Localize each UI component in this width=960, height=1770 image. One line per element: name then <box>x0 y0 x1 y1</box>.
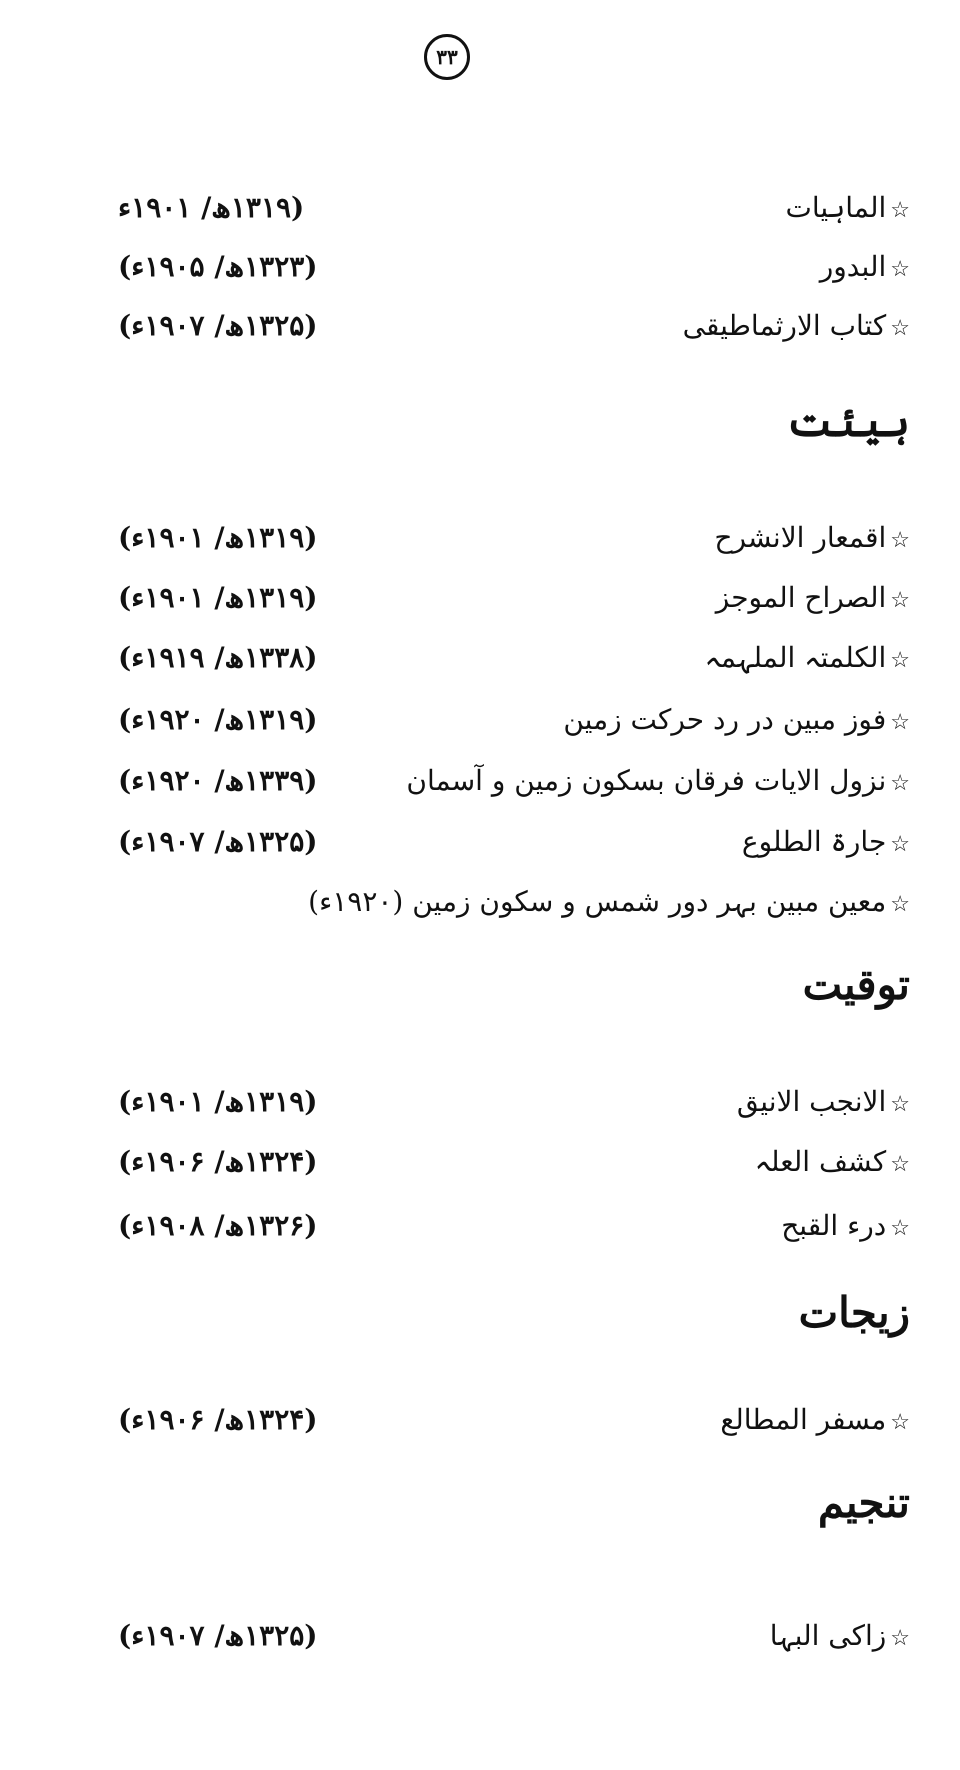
section-heading: توقیت <box>802 960 910 1009</box>
section-heading: زیجات <box>798 1288 910 1337</box>
list-item <box>0 628 960 688</box>
list-item <box>0 812 960 872</box>
entry-title: ☆زاکی البہا <box>769 1619 910 1652</box>
entry-date: (۱۳۲۴ھ/ ۱۹۰۶ء) <box>118 1145 318 1178</box>
star-icon: ☆ <box>890 1626 910 1651</box>
entry-date: (۱۳۲۵ھ/ ۱۹۰۷ء) <box>118 309 318 342</box>
list-item <box>0 1196 960 1256</box>
entry-title: ☆الماہیات <box>785 191 910 224</box>
entry-date: (۱۳۱۹ھ/ ۱۹۲۰ء) <box>118 703 318 736</box>
star-icon: ☆ <box>890 1410 910 1435</box>
list-item <box>0 690 960 750</box>
list-item <box>0 508 960 568</box>
star-icon: ☆ <box>890 648 910 673</box>
star-icon: ☆ <box>890 257 910 282</box>
star-icon: ☆ <box>890 588 910 613</box>
entry-date: (۱۳۲۴ھ/ ۱۹۰۶ء) <box>118 1403 318 1436</box>
star-icon: ☆ <box>890 832 910 857</box>
list-item <box>0 1390 960 1450</box>
star-icon: ☆ <box>890 710 910 735</box>
entry-date: (۱۳۳۹ھ/ ۱۹۲۰ء) <box>118 764 318 797</box>
entry-title: ☆فوز مبین در رد حرکت زمین <box>563 703 910 736</box>
entry-title: ☆نزول الایات فرقان بسکون زمین و آسمان <box>406 764 910 797</box>
entry-title: ☆البدور <box>819 250 910 283</box>
entry-title: ☆کتاب الارثماطیقی <box>682 309 910 342</box>
list-item <box>0 568 960 628</box>
entry-date: (۱۳۱۹ھ/ ۱۹۰۱ء <box>118 191 305 224</box>
entry-title: ☆مسفر المطالع <box>720 1403 910 1436</box>
entry-title: ☆اقمعار الانشرح <box>714 521 910 554</box>
entry-title: ☆الکلمتہ الملہمہ <box>704 641 910 674</box>
entry-date: (۱۳۲۳ھ/ ۱۹۰۵ء) <box>118 250 318 283</box>
star-icon: ☆ <box>890 1092 910 1117</box>
entry-title: ☆درء القبح <box>781 1209 910 1242</box>
entry-title: ☆الانجب الانیق <box>736 1085 910 1118</box>
star-icon: ☆ <box>890 316 910 341</box>
page-number: ۳۳ <box>424 34 470 80</box>
star-icon: ☆ <box>890 198 910 223</box>
entry-date: (۱۳۱۹ھ/ ۱۹۰۱ء) <box>118 521 318 554</box>
list-item <box>0 751 960 811</box>
list-item <box>0 1132 960 1192</box>
entry-title: ☆جارۃ الطلوع <box>741 825 910 858</box>
list-item <box>0 296 960 356</box>
list-item <box>0 872 960 932</box>
star-icon: ☆ <box>890 892 910 917</box>
section-heading: تنجیم <box>817 1478 910 1527</box>
entry-date: (۱۳۲۶ھ/ ۱۹۰۸ء) <box>118 1209 318 1242</box>
star-icon: ☆ <box>890 771 910 796</box>
star-icon: ☆ <box>890 1152 910 1177</box>
star-icon: ☆ <box>890 1216 910 1241</box>
section-heading: ہیئت <box>786 397 910 446</box>
entry-date: (۱۳۱۹ھ/ ۱۹۰۱ء) <box>118 581 318 614</box>
entry-date: (۱۳۲۵ھ/ ۱۹۰۷ء) <box>118 825 318 858</box>
star-icon: ☆ <box>890 528 910 553</box>
entry-title: ☆معین مبین بہر دور شمس و سکون زمین (۱۹۲۰ء) <box>308 885 910 918</box>
entry-title: ☆کشف العلہ <box>754 1145 910 1178</box>
list-item <box>0 1072 960 1132</box>
entry-date: (۱۳۲۵ھ/ ۱۹۰۷ء) <box>118 1619 318 1652</box>
entry-date: (۱۳۳۸ھ/ ۱۹۱۹ء) <box>118 641 318 674</box>
list-item <box>0 237 960 297</box>
entry-title: ☆الصراح الموجز <box>715 581 910 614</box>
entry-date: (۱۳۱۹ھ/ ۱۹۰۱ء) <box>118 1085 318 1118</box>
list-item <box>0 1606 960 1666</box>
list-item <box>0 178 960 238</box>
